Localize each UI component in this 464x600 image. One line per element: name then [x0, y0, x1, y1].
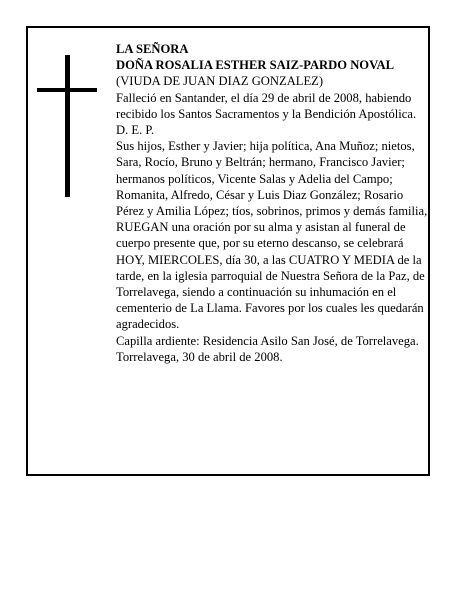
cross-icon: [37, 55, 97, 197]
cross-vertical-bar: [65, 55, 70, 197]
chapel-paragraph: Capilla ardiente: Residencia Asilo San José, de Torrelavega.: [116, 333, 419, 348]
family-paragraph: Sus hijos, Esther y Javier; hija política, Ana Muñoz; nietos, Sara, Rocío, Bruno y Beltrán; hermano, Francisco Javier; hermanos políticos, Vicente Salas y Adelia del Campo; Romanita, Alfredo, César y Luis Diaz González; Rosario Pérez y Amilia López; tíos, sobrinos, primos y demás familia,: [116, 139, 428, 219]
place-date-line: Torrelavega, 30 de abril de 2008.: [116, 349, 283, 364]
cross-horizontal-bar: [37, 88, 97, 92]
obituary-notice: [26, 26, 430, 476]
notice-text: [116, 41, 428, 365]
widow-line: (VIUDA DE JUAN DIAZ GONZALEZ): [116, 74, 324, 89]
dep-line: D. E. P.: [116, 123, 155, 138]
deceased-name: DOÑA ROSALIA ESTHER SAIZ-PARDO NOVAL: [116, 58, 395, 73]
notice-title: LA SEÑORA: [116, 42, 189, 56]
death-paragraph: Falleció en Santander, el día 29 de abril de 2008, habiendo recibido los Santos Sacramentos y la Bendición Apostólica.: [116, 90, 417, 121]
funeral-request-paragraph: RUEGAN una oración por su alma y asistan al funeral de cuerpo presente que, por su eterno descanso, se celebrará HOY, MIERCOLES, día 30, a las CUATRO Y MEDIA de la tarde, en la iglesia parroquial de Nuestra Señora de la Paz, de Torrelavega, siendo a continuación su inhumación en el cementerio de La Llama. Favores por los cuales les quedarán agradecidos.: [116, 220, 425, 332]
